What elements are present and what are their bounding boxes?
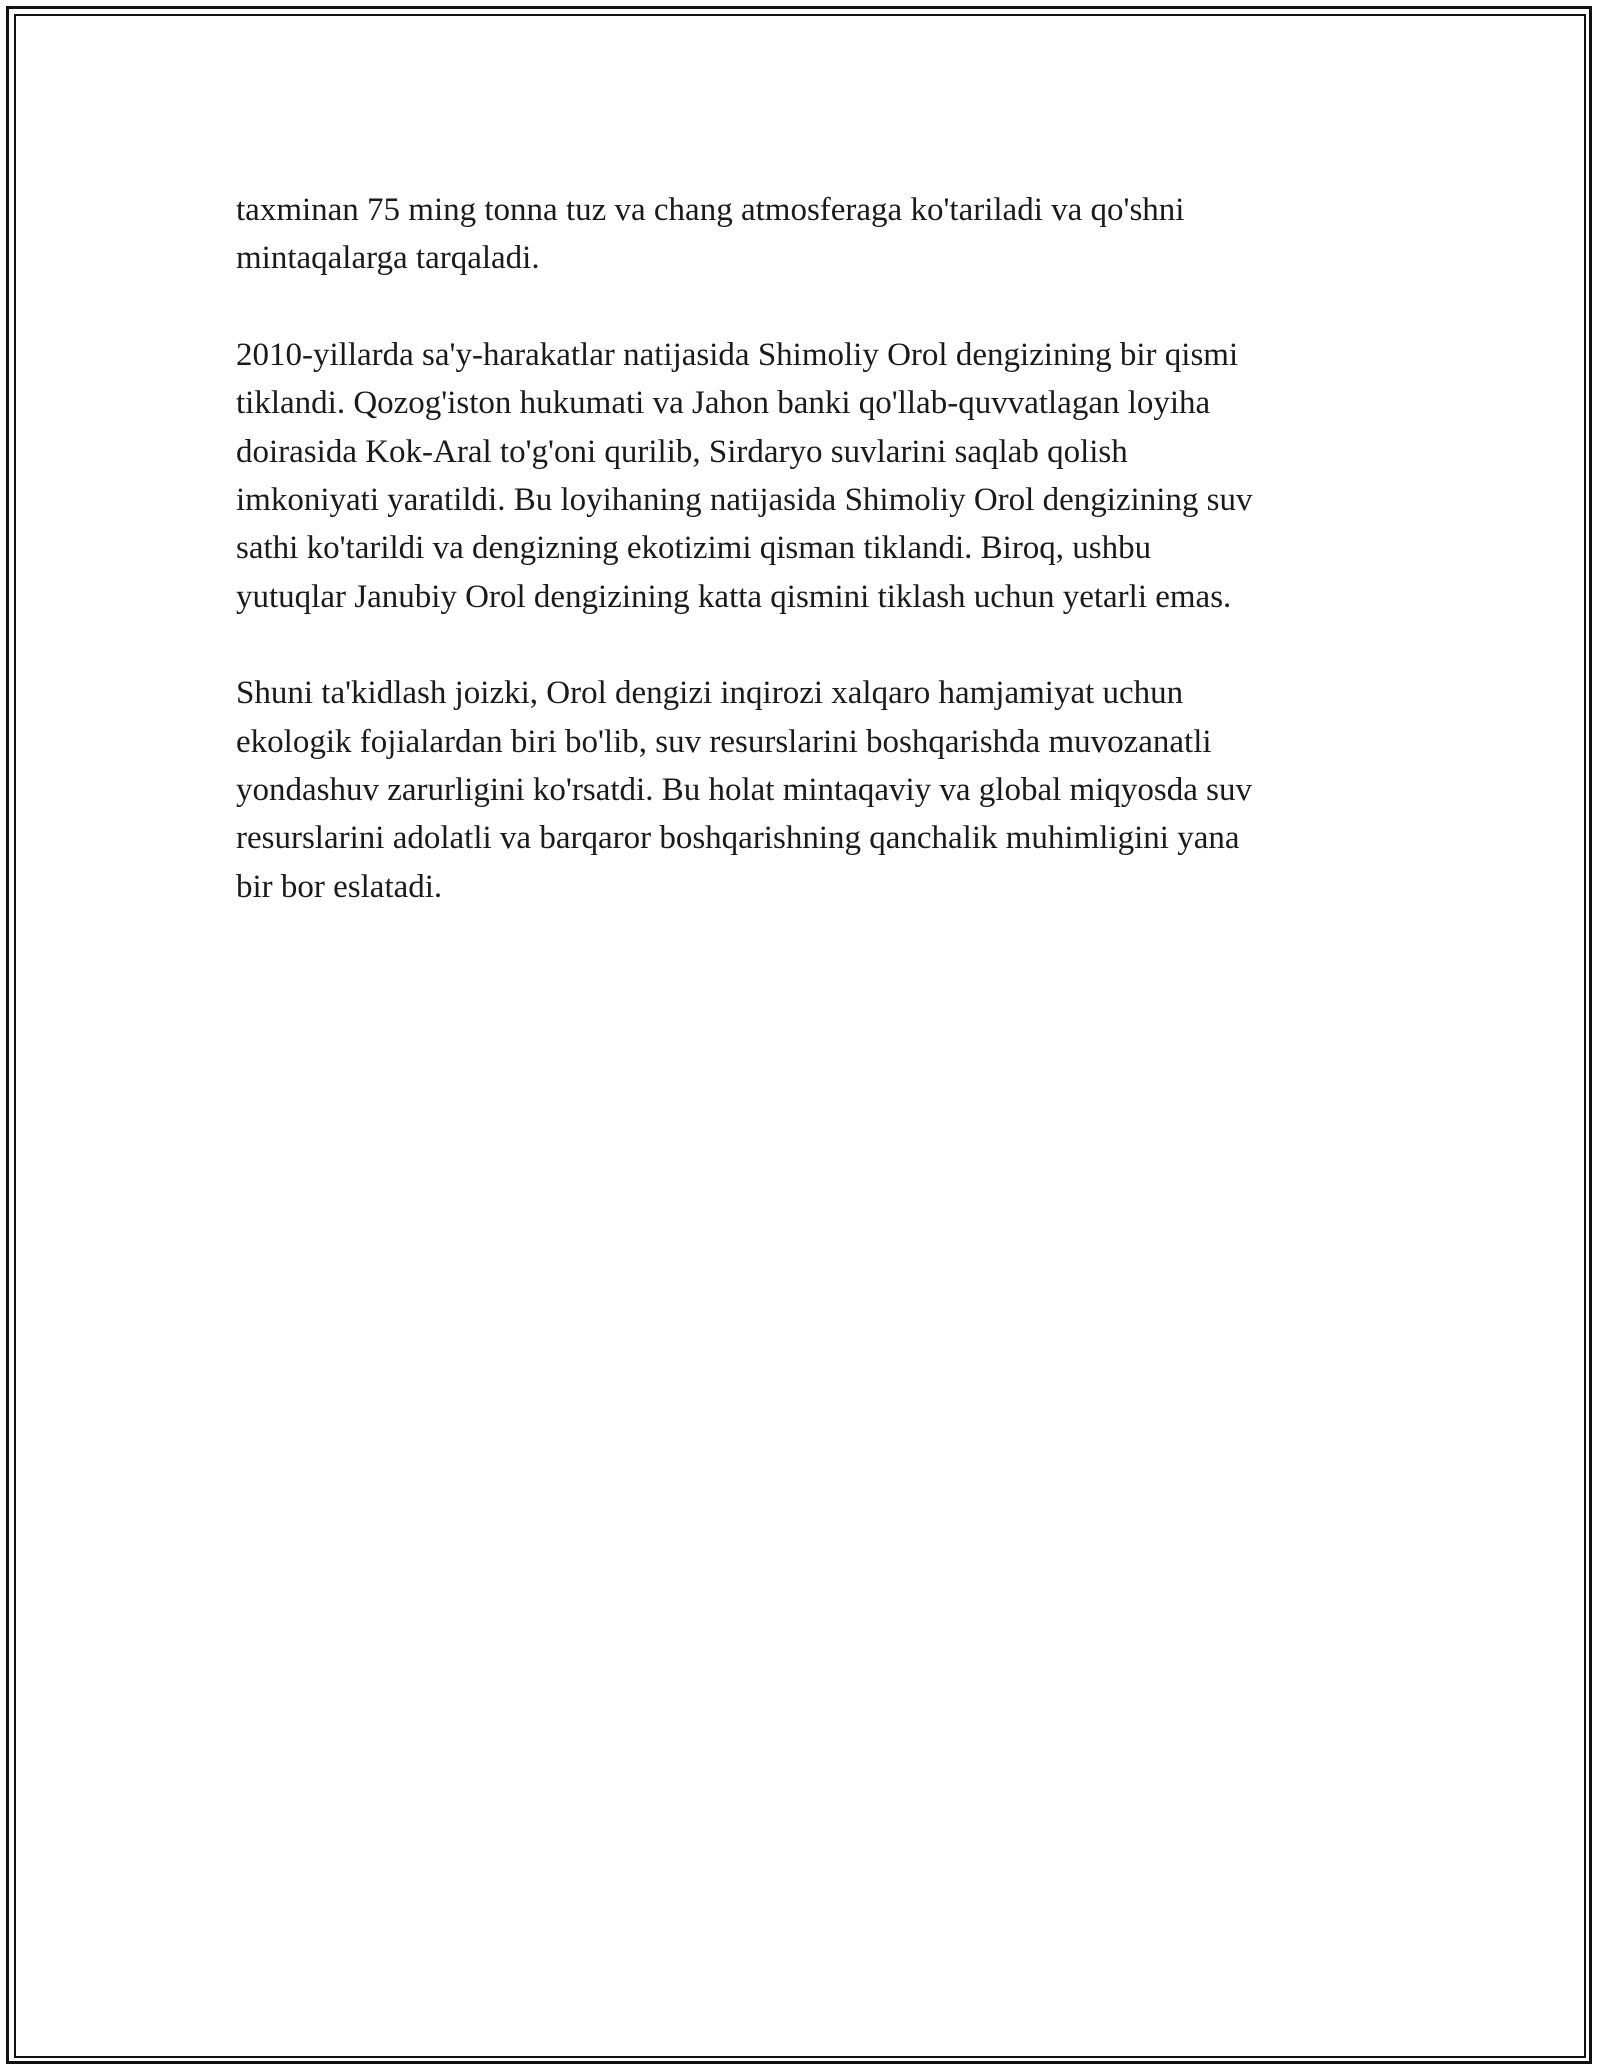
paragraph-salt-dust: taxminan 75 ming tonna tuz va chang atmosferaga ko'tariladi va qo'shni mintaqalarga tarqaladi.: [236, 192, 1185, 277]
paragraph-conclusion: Shuni ta'kidlash joizki, Orol dengizi inqirozi xalqaro hamjamiyat uchun ekologik fojialardan biri bo'lib, suv resurslarini boshqarishda muvozanatli yondashuv zarurligini ko'rsatdi. Bu holat mintaqaviy va global miqyosda suv resurslarini adolatli va barqaror boshqarishning qanchalik muhimligini yana bir bor eslatadi.: [236, 675, 1252, 905]
paragraph-north-aral-restoration: 2010-yillarda sa'y-harakatlar natijasida Shimoliy Orol dengizining bir qismi tiklandi. Qozog'iston hukumati va Jahon banki qo'llab-quvvatlagan loyiha doirasida Kok-Aral to'g'oni qurilib, Sirdaryo suvlarini saqlab qolish imkoniyati yaratildi. Bu loyihaning natijasida Shimoliy Orol dengizining suv sathi ko'tarildi va dengizning ekotizimi qisman tiklandi. Biroq, ushbu yutuqlar Janubiy Orol dengizining katta qismini tiklash uchun yetarli emas.: [236, 336, 1253, 615]
document-body: [236, 186, 1376, 911]
